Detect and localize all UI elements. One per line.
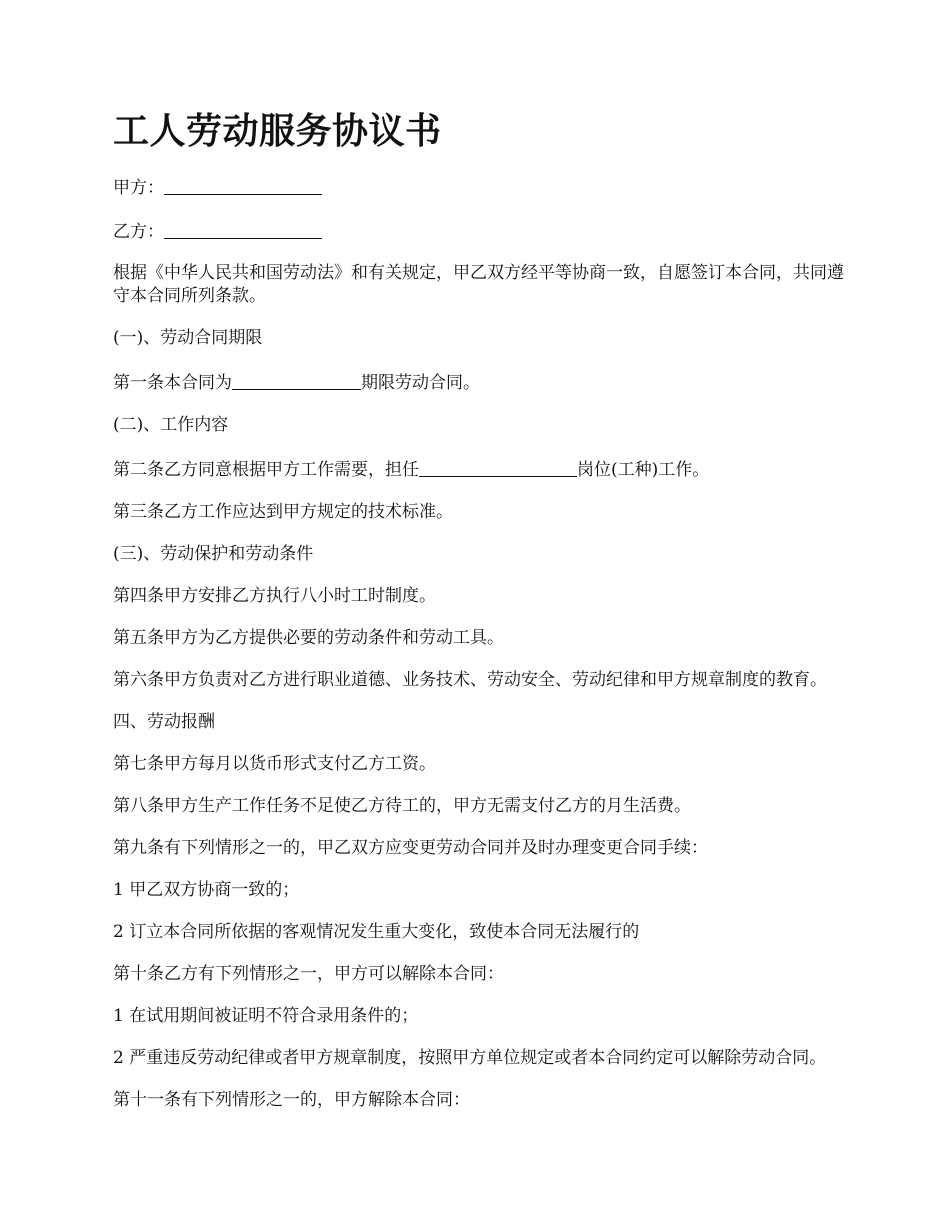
article-1	[113, 369, 853, 395]
section-1-title: (一)、劳动合同期限	[113, 327, 263, 348]
article-2	[113, 456, 853, 482]
article-5: 第五条甲方为乙方提供必要的劳动条件和劳动工具。	[113, 627, 504, 648]
article-3: 第三条乙方工作应达到甲方规定的技术标准。	[113, 501, 453, 522]
article-10-item-2: 2 严重违反劳动纪律或者甲方规章制度，按照甲方单位规定或者本合同约定可以解除劳动合同。	[113, 1047, 827, 1068]
party-a-blank	[164, 176, 322, 195]
section-3-title: (三)、劳动保护和劳动条件	[113, 543, 314, 564]
section-2-title: (二)、工作内容	[113, 414, 229, 435]
document-title: 工人劳动服务协议书	[113, 110, 442, 152]
article-2-suffix: 岗位(工种)工作。	[577, 459, 710, 480]
party-a-line	[113, 174, 853, 200]
party-b-line	[113, 218, 853, 244]
article-1-suffix: 期限劳动合同。	[361, 372, 480, 393]
article-6: 第六条甲方负责对乙方进行职业道德、业务技术、劳动安全、劳动纪律和甲方规章制度的教育。	[113, 669, 827, 690]
contract-term-blank	[232, 371, 361, 390]
article-11: 第十一条有下列情形之一的，甲方解除本合同：	[113, 1089, 470, 1110]
intro-paragraph: 根据《中华人民共和国劳动法》和有关规定，甲乙双方经平等协商一致，自愿签订本合同，共同遵守本合同所列条款。	[113, 262, 844, 306]
party-b-blank	[164, 220, 322, 239]
section-4-title: 四、劳动报酬	[113, 711, 215, 732]
party-b-label: 乙方：	[113, 221, 164, 242]
article-8: 第八条甲方生产工作任务不足使乙方待工的，甲方无需支付乙方的月生活费。	[113, 795, 691, 816]
article-1-prefix: 第一条本合同为	[113, 372, 232, 393]
party-a-label: 甲方：	[113, 177, 164, 198]
article-9-item-1: 1 甲乙双方协商一致的；	[113, 879, 300, 900]
contract-document	[113, 112, 853, 1131]
job-position-blank	[419, 458, 577, 477]
article-2-prefix: 第二条乙方同意根据甲方工作需要，担任	[113, 459, 419, 480]
article-9: 第九条有下列情形之一的，甲乙双方应变更劳动合同并及时办理变更合同手续：	[113, 837, 708, 858]
article-10: 第十条乙方有下列情形之一，甲方可以解除本合同：	[113, 963, 504, 984]
article-7: 第七条甲方每月以货币形式支付乙方工资。	[113, 753, 436, 774]
article-10-item-1: 1 在试用期间被证明不符合录用条件的；	[113, 1005, 419, 1026]
article-4: 第四条甲方安排乙方执行八小时工时制度。	[113, 585, 436, 606]
article-9-item-2: 2 订立本合同所依据的客观情况发生重大变化，致使本合同无法履行的	[113, 921, 640, 942]
